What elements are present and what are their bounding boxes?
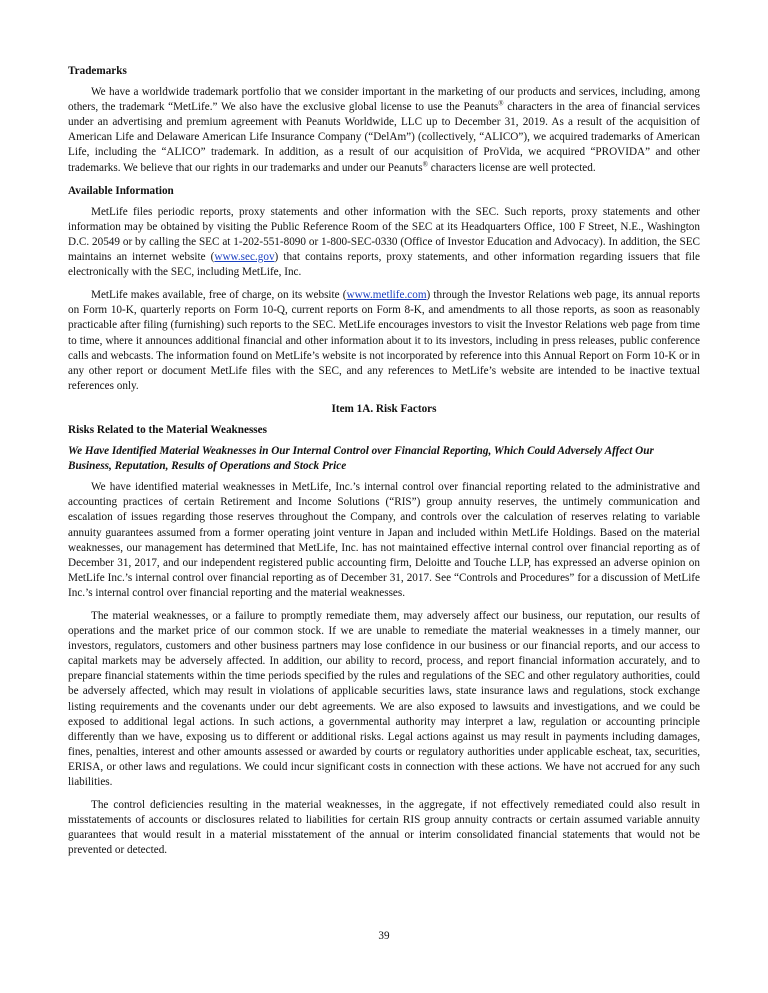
registered-mark: ® xyxy=(498,99,504,108)
available-information-paragraph-2: MetLife makes available, free of charge, on its website (www.metlife.com) through the Investor Relations web page, its annual reports on Form 10-K, quarterly reports on Form 10-Q, current reports on Form 8-K, and amendments to all those reports, as soon as reasonably practicable after filing (furnishing) such reports to the SEC. MetLife encourages investors to visit the Investor Relations web page from time to time, where it announces additional financial and other information about it to its investors, including in press releases, public conference calls and webcasts. The information found on MetLife’s website is not incorporated by reference into this Annual Report on Form 10-K or in any other report or document MetLife files with the SEC, and any references to MetLife’s website are intended to be inactive textual references only. xyxy=(68,289,700,392)
registered-mark: ® xyxy=(422,159,428,168)
metlife-website-link[interactable]: www.metlife.com xyxy=(346,289,427,302)
document-page xyxy=(68,64,700,867)
sec-website-link[interactable]: www.sec.gov xyxy=(214,251,275,264)
page-number: 39 xyxy=(378,930,390,942)
risk-paragraph-3: The control deficiencies resulting in the material weaknesses, in the aggregate, if not effectively remediated could also result in misstatements of accounts or disclosures related to liabilities for certain RIS group annuity contracts or certain assumed variable annuity guarantees that would result in a material misstatement of the annual or interim consolidated financial statements that would not be prevented or detected. xyxy=(68,799,700,857)
trademarks-heading: Trademarks xyxy=(68,65,127,77)
available-information-heading: Available Information xyxy=(68,184,174,197)
trademarks-paragraph: We have a worldwide trademark portfolio that we consider important in the marketing of our products and services, including, among others, the trademark “MetLife.” We also have the exclusive global license to use the Peanuts® characters in the area of financial services under an advertising and premium agreement with Peanuts Worldwide, LLC up to December 31, 2019. As a result of the acquisition of American Life and Delaware American Life Insurance Company (“DelAm”) (collectively, “ALICO”), we acquired trademarks of American Life, including the “ALICO” trademark. In addition, as a result of our acquisition of ProVida, we acquired “PROVIDA” and other trademarks. We believe that our rights in our trademarks and under our Peanuts® characters license are well protected. xyxy=(68,86,700,174)
risk-paragraph-2: The material weaknesses, or a failure to promptly remediate them, may adversely affect our business, our reputation, our results of operations and the market price of our common stock. If we are unable to remediate the material weaknesses in a timely manner, our investors, regulators, customers and other business partners may lose confidence in our business or our financial reports, and our access to capital markets may be adversely affected. In addition, our ability to record, process, and report financial information accurately, and to prepare financial statements within the time periods specified by the rules and regulations of the SEC and other regulatory authorities, could be adversely affected, which may result in violations of applicable securities laws, state insurance laws and regulations, stock exchange listing requirements and the covenants under our debt agreements. We are also exposed to lawsuits and investigations, and we could be exposed to additional legal actions. In such actions, a governmental authority may interpret a law, regulation or accounting principle differently than we have, exposing us to different or additional risks. Legal actions against us may result in payments including damages, fines, penalties, interest and other amounts assessed or awarded by courts or regulatory authorities under applicable escheat, tax, securities, ERISA, or other laws and regulations. We could incur significant costs in connection with these actions. We have not accrued for any such liabilities. xyxy=(68,610,700,789)
available-information-paragraph-1: MetLife files periodic reports, proxy statements and other information with the SEC. Such reports, proxy statements and other information may be obtained by visiting the Public Reference Room of the SEC at its Headquarters Office, 100 F Street, N.E., Washington D.C. 20549 or by calling the SEC at 1-202-551-8090 or 1-800-SEC-0330 (Office of Investor Education and Advocacy). In addition, the SEC maintains an internet website (www.sec.gov) that contains reports, proxy statements, and other information regarding issuers that file electronically with the SEC, including MetLife, Inc. xyxy=(68,205,700,279)
risk-title: We Have Identified Material Weaknesses in Our Internal Control over Financial Reporting, Which Could Adversely Affect Our Business, Reputation, Results of Operations and Stock Price xyxy=(68,445,654,473)
item-1a-heading: Item 1A. Risk Factors xyxy=(331,402,437,415)
risk-paragraph-1: We have identified material weaknesses in MetLife, Inc.’s internal control over financial reporting related to the administrative and accounting practices of certain Retirement and Income Solutions (“RIS”) group annuity reserves, the untimely communication and escalation of issues regarding those reserves throughout the Company, and controls over the calculation of reserves relating to variable annuity guarantees assumed from a former operating joint venture in Japan and included within MetLife Holdings. Based on the material weaknesses, our management has determined that MetLife, Inc. has not maintained effective internal control over financial reporting as of December 31, 2017, and our independent registered public accounting firm, Deloitte and Touche LLP, has expressed an adverse opinion on MetLife Inc.’s internal control over financial reporting as of December 31, 2017. See “Controls and Procedures” for a discussion of MetLife Inc.’s internal control over financial reporting and the material weaknesses. xyxy=(68,481,700,599)
material-weaknesses-section-heading: Risks Related to the Material Weaknesses xyxy=(68,423,267,436)
